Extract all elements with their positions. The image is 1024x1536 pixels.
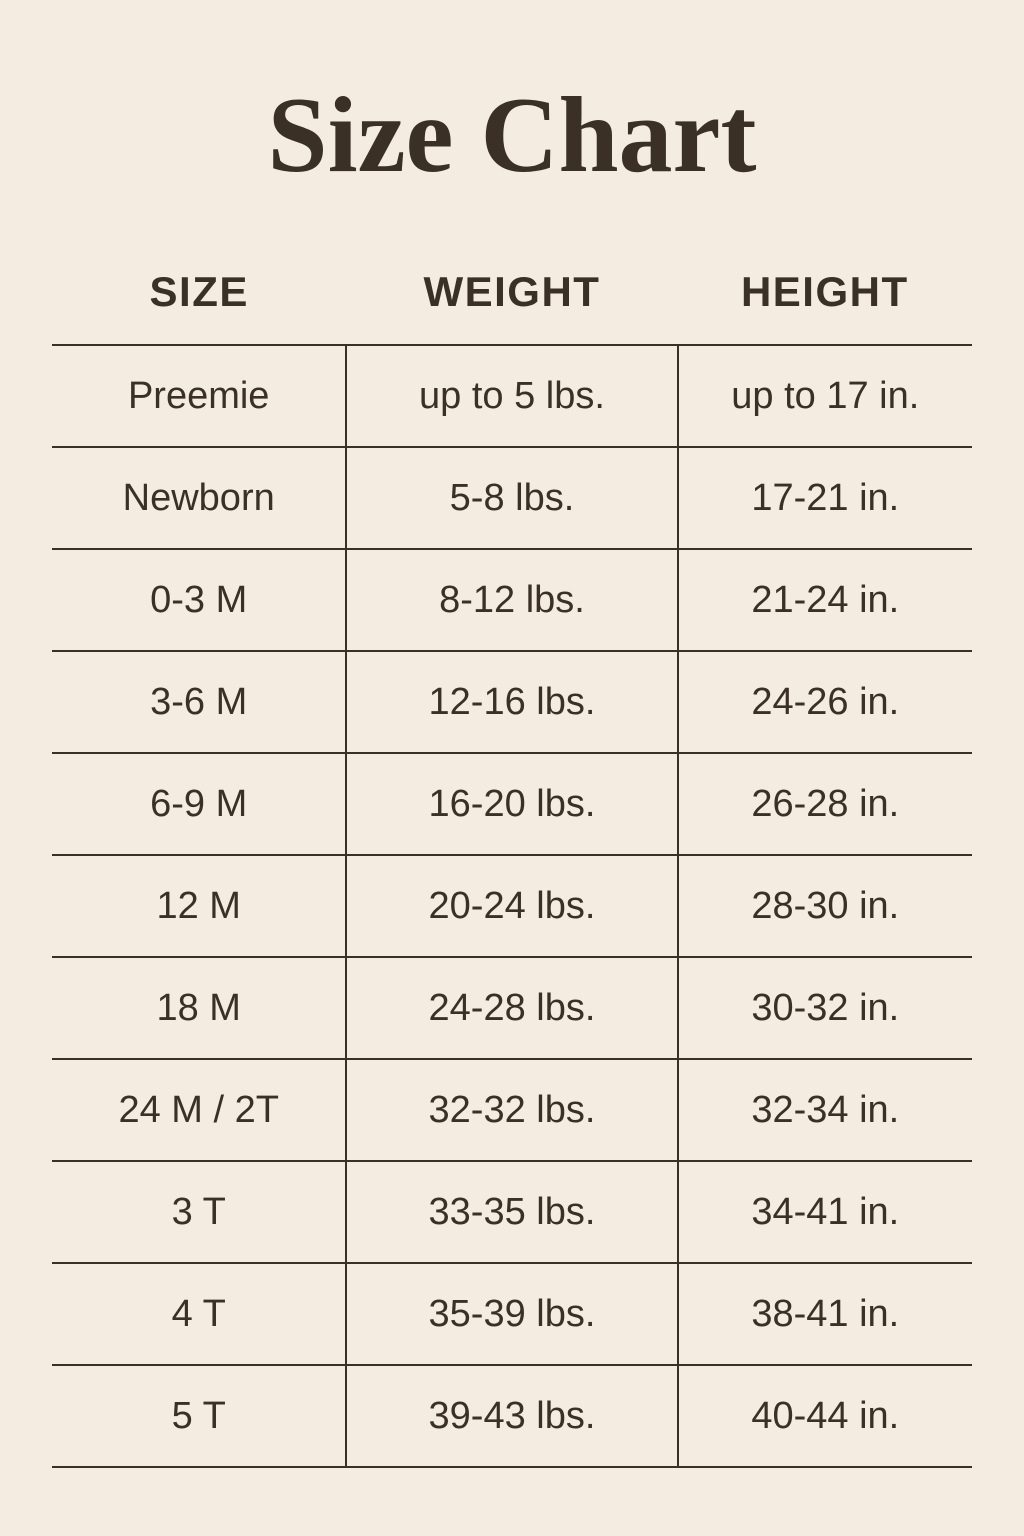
cell-size: 18 M bbox=[52, 957, 346, 1059]
table-body bbox=[52, 345, 972, 1467]
table-row bbox=[52, 1161, 972, 1263]
cell-height: 26-28 in. bbox=[678, 753, 972, 855]
table-row bbox=[52, 1059, 972, 1161]
cell-weight: 16-20 lbs. bbox=[346, 753, 677, 855]
header-row bbox=[52, 268, 972, 345]
size-chart-table bbox=[52, 268, 972, 1468]
cell-size: Newborn bbox=[52, 447, 346, 549]
cell-weight: 24-28 lbs. bbox=[346, 957, 677, 1059]
cell-height: 21-24 in. bbox=[678, 549, 972, 651]
size-chart-table-wrap bbox=[52, 190, 972, 1468]
cell-height: 32-34 in. bbox=[678, 1059, 972, 1161]
table-row bbox=[52, 855, 972, 957]
table-row bbox=[52, 651, 972, 753]
column-header-size: SIZE bbox=[149, 268, 249, 315]
table-header bbox=[52, 268, 972, 345]
cell-weight: 12-16 lbs. bbox=[346, 651, 677, 753]
table-row bbox=[52, 1263, 972, 1365]
table-row bbox=[52, 1365, 972, 1467]
cell-size: Preemie bbox=[52, 345, 346, 447]
cell-size: 3 T bbox=[52, 1161, 346, 1263]
cell-height: 28-30 in. bbox=[678, 855, 972, 957]
cell-weight: 8-12 lbs. bbox=[346, 549, 677, 651]
cell-height: 38-41 in. bbox=[678, 1263, 972, 1365]
cell-size: 0-3 M bbox=[52, 549, 346, 651]
cell-size: 24 M / 2T bbox=[52, 1059, 346, 1161]
page-title: Size Chart bbox=[267, 76, 757, 195]
cell-height: 34-41 in. bbox=[678, 1161, 972, 1263]
column-header-weight: WEIGHT bbox=[423, 268, 601, 315]
cell-height: 24-26 in. bbox=[678, 651, 972, 753]
cell-height: 17-21 in. bbox=[678, 447, 972, 549]
cell-size: 6-9 M bbox=[52, 753, 346, 855]
cell-weight: 5-8 lbs. bbox=[346, 447, 677, 549]
cell-size: 3-6 M bbox=[52, 651, 346, 753]
table-row bbox=[52, 957, 972, 1059]
cell-weight: up to 5 lbs. bbox=[346, 345, 677, 447]
table-row bbox=[52, 753, 972, 855]
cell-weight: 39-43 lbs. bbox=[346, 1365, 677, 1467]
cell-weight: 32-32 lbs. bbox=[346, 1059, 677, 1161]
table-row bbox=[52, 345, 972, 447]
cell-height: up to 17 in. bbox=[678, 345, 972, 447]
cell-weight: 20-24 lbs. bbox=[346, 855, 677, 957]
cell-weight: 35-39 lbs. bbox=[346, 1263, 677, 1365]
cell-size: 12 M bbox=[52, 855, 346, 957]
table-row bbox=[52, 549, 972, 651]
cell-height: 40-44 in. bbox=[678, 1365, 972, 1467]
cell-height: 30-32 in. bbox=[678, 957, 972, 1059]
cell-weight: 33-35 lbs. bbox=[346, 1161, 677, 1263]
column-header-height: HEIGHT bbox=[740, 268, 909, 315]
cell-size: 4 T bbox=[52, 1263, 346, 1365]
table-row bbox=[52, 447, 972, 549]
cell-size: 5 T bbox=[52, 1365, 346, 1467]
